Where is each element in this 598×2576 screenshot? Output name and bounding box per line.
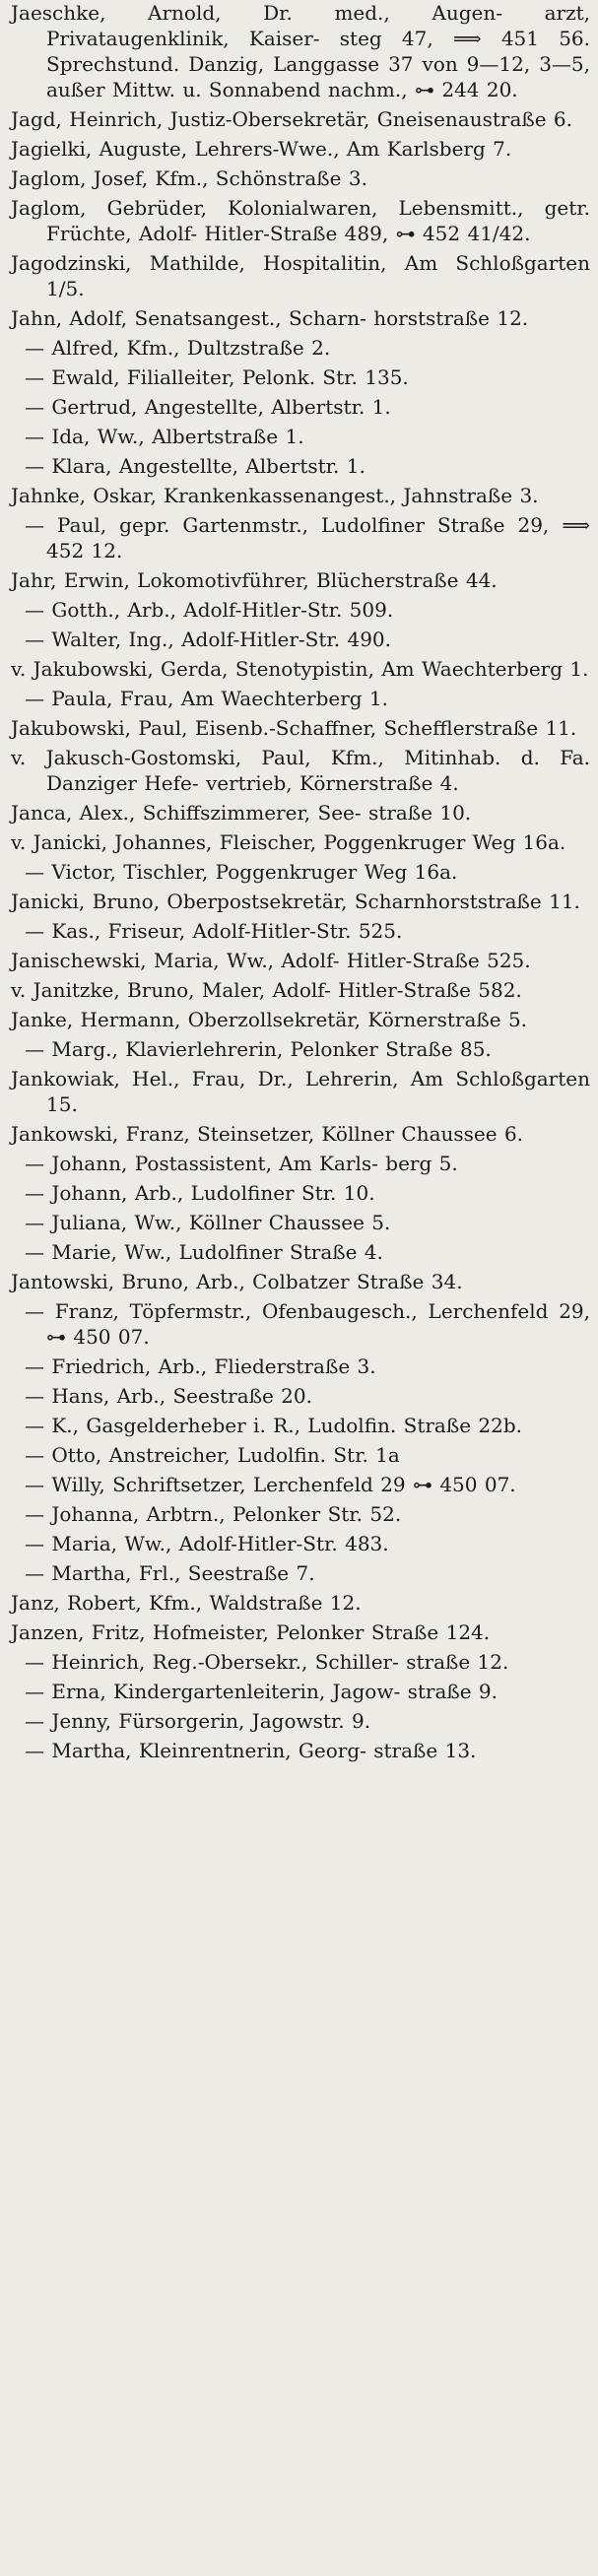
entry-first-line: — Ewald, Filialleiter, Pelonk. Str. 135. — [25, 365, 409, 389]
entry-continuation-line: Mitinhab. d. Fa. Danziger Hefe- — [46, 746, 590, 795]
directory-entry — [11, 597, 590, 623]
directory-entry — [11, 1472, 590, 1497]
directory-entry — [11, 1619, 590, 1645]
entry-continuation-line: Am Schloßgarten 15. — [46, 1067, 590, 1116]
entry-continuation-line: Jahnstraße 3. — [403, 484, 539, 507]
entry-continuation-line: Köllner Chaussee 6. — [321, 1122, 524, 1146]
entry-continuation-line: Poggenkruger Weg 16a. — [323, 830, 566, 854]
entry-first-line: — Gotth., Arb., Adolf-Hitler-Str. 509. — [25, 598, 394, 622]
directory-entry — [11, 715, 590, 741]
directory-entry — [11, 567, 590, 593]
entry-first-line: v. Janitzke, Bruno, Maler, Adolf- — [11, 978, 331, 1002]
entry-continuation-line: vertrieb, Körnerstraße 4. — [205, 771, 459, 795]
entry-first-line: v. Janicki, Johannes, Fleischer, — [11, 830, 317, 854]
entry-continuation-line: Weg 16a. — [364, 860, 458, 884]
directory-entry — [11, 800, 590, 826]
entry-first-line: — Walter, Ing., Adolf-Hitler-Str. 490. — [25, 627, 392, 651]
entry-first-line: — Johann, Postassistent, Am Karls- — [25, 1152, 378, 1175]
directory-entry — [11, 1066, 590, 1117]
entry-first-line: Jahnke, Oskar, Krankenkassenangest., — [11, 484, 397, 507]
entry-first-line: — Franz, Töpfermstr., Ofenbaugesch., — [25, 1299, 418, 1323]
entry-continuation-line: Karlsberg 7. — [386, 137, 512, 161]
directory-entry — [11, 1560, 590, 1586]
directory-entry — [11, 977, 590, 1003]
directory-entry — [11, 1007, 590, 1032]
entry-continuation-line: straße 10. — [368, 801, 472, 825]
entry-first-line: Jankowski, Franz, Steinsetzer, — [11, 1122, 315, 1146]
entry-first-line: — Johann, Arb., Ludolfiner Str. 10. — [25, 1181, 375, 1205]
directory-entry — [11, 889, 590, 914]
entry-first-line: — Victor, Tischler, Poggenkruger — [25, 860, 358, 884]
directory-entry — [11, 136, 590, 162]
directory-entry — [11, 1531, 590, 1556]
directory-entry — [11, 1239, 590, 1265]
directory-entry — [11, 512, 590, 563]
directory-entry — [11, 1121, 590, 1147]
entry-first-line: — Marg., Klavierlehrerin, Pelonker — [25, 1037, 378, 1061]
entry-continuation-line: Straße 34. — [356, 1270, 463, 1293]
entry-continuation-line: ⊶ 450 07. — [412, 1473, 516, 1496]
entry-first-line: — Gertrud, Angestellte, Albertstr. 1. — [25, 395, 391, 419]
entry-continuation-line: Körnerstraße 5. — [367, 1008, 528, 1031]
entry-continuation-line: Am Waechterberg 1. — [381, 657, 589, 681]
entry-continuation-line: straße 13. — [373, 1739, 477, 1762]
directory-entry — [11, 1180, 590, 1206]
entry-first-line: — Hans, Arb., Seestraße 20. — [25, 1384, 312, 1408]
entry-first-line: — Willy, Schriftsetzer, Lerchenfeld 29 — [25, 1473, 406, 1496]
entry-first-line: Jankowiak, Hel., Frau, Dr., Lehrerin, — [11, 1067, 399, 1090]
entry-continuation-line: horststraße 12. — [373, 306, 529, 330]
entry-first-line: — Heinrich, Reg.-Obersekr., Schiller- — [25, 1650, 399, 1674]
entry-first-line: — Kas., Friseur, Adolf-Hitler-Str. 525. — [25, 919, 403, 943]
entry-first-line: — Martha, Kleinrentnerin, Georg- — [25, 1739, 366, 1762]
entry-first-line: — Maria, Ww., Adolf-Hitler-Str. 483. — [25, 1532, 389, 1555]
directory-entry — [11, 745, 590, 796]
entry-continuation-line: straße 9. — [407, 1680, 498, 1703]
entry-first-line: Jahr, Erwin, Lokomotivführer, — [11, 568, 309, 592]
directory-entry — [11, 165, 590, 191]
directory-entry — [11, 1298, 590, 1350]
entry-first-line: Jagd, Heinrich, Justiz-Obersekretär, — [11, 107, 370, 131]
directory-entry — [11, 656, 590, 682]
entry-first-line: — Paula, Frau, Am Waechterberg 1. — [25, 687, 389, 710]
entry-continuation-line: Hitler-Straße 582. — [338, 978, 522, 1002]
directory-entry — [11, 424, 590, 449]
entry-continuation-line: nachm., ⊶ 244 20. — [328, 78, 518, 101]
entry-continuation-line: Straße 124. — [370, 1620, 491, 1644]
directory-entry — [11, 686, 590, 711]
directory-entry — [11, 394, 590, 420]
directory-entry — [11, 1210, 590, 1235]
entry-continuation-line: Blücherstraße 44. — [316, 568, 498, 592]
directory-entry — [11, 1151, 590, 1176]
directory-entry — [11, 1383, 590, 1409]
entry-first-line: Janke, Hermann, Oberzollsekretär, — [11, 1008, 361, 1031]
entry-first-line: — Otto, Anstreicher, Ludolfin. Str. 1a — [25, 1443, 400, 1467]
directory-entry — [11, 1590, 590, 1616]
entry-continuation-line: steg 47, ⟹ 451 56. Sprechstund. — [46, 27, 591, 76]
directory-entry — [11, 1708, 590, 1734]
directory-entry — [11, 250, 590, 301]
directory-entry — [11, 0, 590, 102]
directory-entry — [11, 106, 590, 132]
entry-first-line: — Ida, Ww., Albertstraße 1. — [25, 425, 304, 448]
entry-first-line: Jaglom, Josef, Kfm., Schönstraße 3. — [11, 166, 367, 190]
directory-entry — [11, 483, 590, 508]
entry-continuation-line: Straße 85. — [385, 1037, 492, 1061]
entry-first-line: Jahn, Adolf, Senatsangest., Scharn- — [11, 306, 366, 330]
entry-first-line: Jaeschke, Arnold, Dr. med., Augen- — [11, 1, 502, 25]
entry-continuation-line: berg 5. — [385, 1152, 458, 1175]
directory-entry — [11, 1036, 590, 1062]
directory-entry — [11, 1413, 590, 1438]
entry-first-line: Jaglom, Gebrüder, Kolonialwaren, — [11, 196, 378, 220]
entry-continuation-line: Scharnhorststraße 11. — [354, 890, 580, 913]
directory-entry — [11, 335, 590, 361]
entry-first-line: — Alfred, Kfm., Dultzstraße 2. — [25, 336, 331, 360]
entry-continuation-line: Am Schloßgarten 1/5. — [46, 251, 591, 300]
entry-continuation-line: straße 12. — [406, 1650, 509, 1674]
directory-entry — [11, 453, 590, 479]
directory-entry — [11, 1354, 590, 1379]
entry-first-line: — Paul, gepr. Gartenmstr., Ludolfiner — [25, 513, 425, 537]
directory-entry — [11, 918, 590, 944]
entry-first-line: Jagodzinski, Mathilde, Hospitalitin, — [11, 251, 387, 275]
entry-first-line: Jakubowski, Paul, Eisenb.-Schaffner, — [11, 716, 377, 740]
entry-first-line: — Jenny, Fürsorgerin, Jagowstr. 9. — [25, 1709, 371, 1733]
entry-first-line: Janicki, Bruno, Oberpostsekretär, — [11, 890, 348, 913]
entry-continuation-line: Hitler-Straße 525. — [346, 949, 531, 972]
entry-first-line: Janischewski, Maria, Ww., Adolf- — [11, 949, 340, 972]
entry-first-line: Jagielki, Auguste, Lehrers-Wwe., Am — [11, 137, 380, 161]
directory-entry — [11, 1738, 590, 1763]
entry-continuation-line: Straße 22b. — [403, 1414, 523, 1437]
entry-first-line: — Friedrich, Arb., Fliederstraße 3. — [25, 1354, 376, 1378]
entry-first-line: — Johanna, Arbtrn., Pelonker Str. 52. — [25, 1502, 402, 1526]
entry-first-line: — Marie, Ww., Ludolfiner Straße 4. — [25, 1240, 383, 1264]
entry-first-line: — Juliana, Ww., Köllner Chaussee 5. — [25, 1211, 391, 1234]
entry-first-line: Jantowski, Bruno, Arb., Colbatzer — [11, 1270, 350, 1293]
entry-continuation-line: Lerchenfeld 29, ⊶ 450 07. — [46, 1299, 591, 1349]
entry-first-line: v. Jakubowski, Gerda, Stenotypistin, — [11, 657, 374, 681]
entry-continuation-line: Lebensmitt., getr. Früchte, Adolf- — [46, 196, 590, 245]
entry-first-line: Janca, Alex., Schiffszimmerer, See- — [11, 801, 362, 825]
entry-continuation-line: Gneisenaustraße 6. — [376, 107, 573, 131]
directory-entry — [11, 859, 590, 885]
entry-first-line: v. Jakusch-Gostomski, Paul, Kfm., — [11, 746, 384, 769]
entry-continuation-line: Schefflerstraße 11. — [383, 716, 577, 740]
directory-entry — [11, 1649, 590, 1675]
directory-entry — [11, 829, 590, 855]
entry-first-line: — Klara, Angestellte, Albertstr. 1. — [25, 454, 365, 478]
entry-continuation-line: arzt, Privataugenklinik, Kaiser- — [46, 1, 591, 50]
directory-entry — [11, 627, 590, 652]
entry-first-line: Janzen, Fritz, Hofmeister, Pelonker — [11, 1620, 365, 1644]
entry-continuation-line: Danzig, Langgasse 37 von 9—12, — [188, 52, 531, 76]
directory-entry — [11, 1442, 590, 1468]
entry-first-line: — Erna, Kindergartenleiterin, Jagow- — [25, 1680, 401, 1703]
entry-first-line: Janz, Robert, Kfm., Waldstraße 12. — [11, 1591, 362, 1615]
directory-entry — [11, 364, 590, 390]
entry-continuation-line: Straße 29, ⟹ 452 12. — [46, 513, 590, 562]
entry-first-line: — Martha, Frl., Seestraße 7. — [25, 1561, 315, 1585]
entry-continuation-line: 3—5, außer Mittw. u. Sonnabend — [46, 52, 591, 101]
entry-first-line: — K., Gasgelderheber i. R., Ludolfin. — [25, 1414, 397, 1437]
entry-continuation-line: Hitler-Straße 489, ⊶ 452 41/42. — [204, 222, 531, 245]
directory-entry — [11, 1501, 590, 1527]
directory-entry — [11, 948, 590, 973]
entry-list — [11, 0, 590, 1763]
directory-entry — [11, 305, 590, 331]
directory-entry — [11, 1269, 590, 1294]
directory-entry — [11, 195, 590, 246]
directory-entry — [11, 1679, 590, 1704]
